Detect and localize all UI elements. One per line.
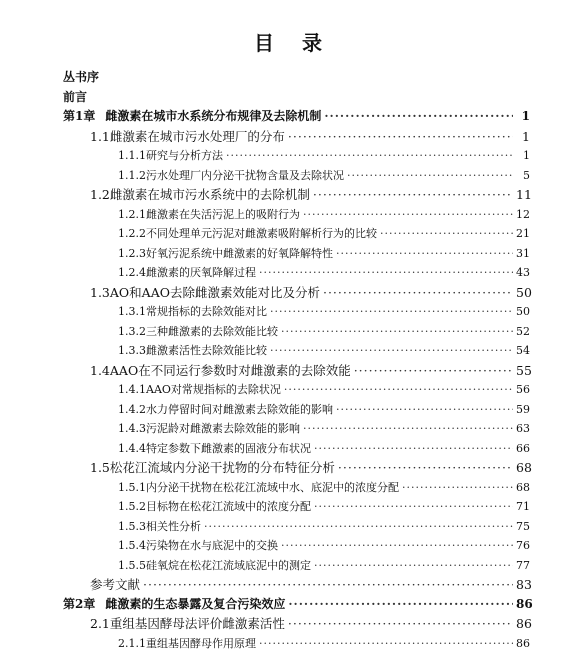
toc-title: 重组基因酵母法评价雌激素活性 [109,616,285,631]
toc-number: 1.5.5 [118,558,146,572]
toc-page-number: 55 [516,362,532,378]
toc-subsection[interactable] [118,419,530,438]
toc-page-number: 1 [522,128,530,144]
dot-leader [303,419,513,438]
toc-title: 雌激素活性去除效能比较 [146,344,267,357]
toc-section[interactable] [90,614,530,633]
toc-number: 1.5.4 [118,539,146,552]
toc-title: AAO对常规指标的去除状况 [146,383,281,396]
toc-title: 好氧污泥系统中雌激素的好氧降解特性 [146,246,333,260]
toc-number: 1.1.2 [118,168,146,182]
toc-title: 常规指标的去除效能对比 [146,305,267,318]
toc-page-number: 86 [516,636,530,650]
title-char-2: 录 [302,31,324,55]
toc-subsection[interactable] [118,224,530,243]
dot-leader [270,341,513,360]
dot-leader [204,517,513,536]
toc-page-number: 71 [516,500,530,513]
dot-leader [314,497,513,516]
toc-subsection[interactable] [118,517,530,536]
toc-number: 1.4.3 [118,422,146,435]
toc-page-number: 86 [516,596,533,611]
toc-subsection[interactable] [118,556,530,575]
toc-section[interactable] [90,185,530,204]
toc-number: 1.4.1 [118,383,146,396]
toc-title: 硅氧烷在松花江流域底泥中的测定 [146,558,311,572]
toc-page-number: 21 [516,227,530,240]
toc-subsection[interactable] [118,380,530,399]
toc-number: 1.4.4 [118,441,146,455]
toc-number: 1.2.1 [118,207,146,221]
toc-number: 2.1.1 [118,636,146,650]
dot-leader [380,224,513,243]
toc-subsection[interactable] [118,322,530,341]
toc-subsection[interactable] [118,400,530,419]
dot-leader [259,263,513,282]
toc-page-number: 1 [521,109,530,123]
toc-number: 1.1.1 [118,149,146,162]
toc-number: 1.3.3 [118,344,146,357]
toc-number: 1.5.1 [118,480,146,494]
toc-title: 雌激素在城市水系统分布规律及去除机制 [105,109,322,123]
front-matter-item[interactable] [63,68,99,87]
toc-title: 内分泌干扰物在松花江流域中水、底泥中的浓度分配 [146,480,399,494]
dot-leader [336,244,513,263]
dot-leader [303,205,513,224]
toc-number: 1.5.3 [118,519,146,533]
toc-number: 第1章 [63,109,96,123]
front-matter-label: 前言 [63,89,88,104]
toc-title: 污水处理厂内分泌干扰物含量及去除状况 [146,168,344,182]
dot-leader [313,185,513,204]
dot-leader [324,107,513,126]
toc-page-number: 50 [516,305,530,318]
dot-leader [338,458,513,477]
toc-page-number: 75 [516,519,530,533]
toc-title: 污泥龄对雌激素去除效能的影响 [146,422,300,435]
dot-leader [284,380,513,399]
toc-page-number: 43 [516,266,530,279]
toc-page-number: 50 [516,284,532,300]
title-char-1: 目 [254,31,276,55]
toc-number: 1.4.2 [118,402,146,416]
dot-leader [336,400,513,419]
toc-subsection[interactable] [118,341,530,360]
toc-page-number: 68 [516,460,532,475]
toc-title: 目标物在松花江流域中的浓度分配 [146,500,311,513]
toc-number: 1.2.3 [118,246,146,260]
toc-title: 不同处理单元污泥对雌激素吸附解析行为的比较 [146,227,377,240]
toc-subsection[interactable] [118,263,530,282]
toc-subsection[interactable] [118,244,530,263]
dot-leader [259,634,513,653]
toc-title: 研究与分析方法 [146,149,223,162]
front-matter-label: 丛书序 [63,70,100,84]
toc-title: 雌激素在城市污水系统中的去除机制 [109,187,310,202]
toc-number: 1.3.2 [118,324,146,338]
toc-number: 第2章 [63,596,96,611]
toc-subsection[interactable] [118,166,530,185]
toc-subsection[interactable] [118,634,530,653]
toc-title: AO和AAO去除雌激素效能对比及分析 [109,284,320,300]
toc-title: 污染物在水与底泥中的交换 [146,539,278,552]
toc-section[interactable] [90,127,530,146]
toc-page-number: 66 [516,441,530,455]
toc-chapter[interactable] [63,595,533,614]
toc-number: 1.2.2 [118,227,146,240]
toc-page-number: 31 [516,246,530,260]
toc-title: 水力停留时间对雌激素去除效能的影响 [146,402,333,416]
toc-page-number: 77 [516,558,530,572]
dot-leader [314,439,513,458]
toc-title: 雌激素的厌氧降解过程 [146,266,256,279]
toc-section[interactable] [90,361,530,380]
dot-leader [314,556,513,575]
toc-title: 雌激素在失活污泥上的吸附行为 [146,207,300,221]
toc-section[interactable] [90,575,530,594]
toc-page-number: 83 [516,577,532,592]
toc-subsection[interactable] [118,439,530,458]
toc-subsection[interactable] [118,146,530,165]
toc-page-number: 1 [523,149,530,162]
dot-leader [288,595,513,614]
toc-number: 1.4 [90,362,110,378]
toc-number: 1.5 [90,460,110,475]
dot-leader [288,614,513,633]
toc-subsection[interactable] [118,497,530,516]
toc-title: 松花江流域内分泌干扰物的分布特征分析 [109,460,335,475]
dot-leader [143,575,513,594]
toc-title: 参考文献 [90,577,141,592]
dot-leader [288,127,513,146]
toc-page-number: 76 [516,539,530,552]
toc-title: 重组基因酵母作用原理 [146,636,256,650]
toc-title: 雌激素在城市污水处理厂的分布 [109,128,285,144]
toc-chapter[interactable] [63,107,530,126]
dot-leader [281,322,513,341]
toc-page-number: 59 [516,402,530,416]
dot-leader [281,536,513,555]
toc-title: 特定参数下雌激素的固液分布状况 [146,441,311,455]
toc-subsection[interactable] [118,478,530,497]
front-matter-item[interactable] [63,88,87,107]
toc-section[interactable] [90,283,530,302]
dot-leader [226,146,513,165]
toc-page-number: 52 [516,324,530,338]
toc-number: 1.3 [90,284,110,300]
toc-subsection[interactable] [118,302,530,321]
toc-section[interactable] [90,458,530,477]
toc-number: 1.5.2 [118,500,146,513]
dot-leader [270,302,513,321]
toc-page-number: 11 [516,187,532,202]
toc-page-number: 68 [516,480,530,494]
toc-title: 相关性分析 [146,519,201,533]
toc-number: 2.1 [90,616,110,631]
dot-leader [347,166,513,185]
toc-number: 1.1 [90,128,110,144]
toc-page-number: 5 [523,168,530,182]
toc-title: 三种雌激素的去除效能比较 [146,324,278,338]
toc-subsection[interactable] [118,536,530,555]
toc-number: 1.2 [90,187,110,202]
dot-leader [354,361,513,380]
toc-page-number: 63 [516,422,530,435]
dot-leader [323,283,513,302]
toc-page-number: 56 [516,383,530,396]
toc-page-number: 86 [516,616,532,631]
toc-title: AAO在不同运行参数时对雌激素的去除效能 [109,362,351,378]
toc-number: 1.3.1 [118,305,146,318]
toc-page-number: 54 [516,344,530,357]
dot-leader [402,478,513,497]
toc-title: 雌激素的生态暴露及复合污染效应 [105,596,286,611]
toc-page-number: 12 [516,207,530,221]
toc-number: 1.2.4 [118,266,146,279]
toc-subsection[interactable] [118,205,530,224]
